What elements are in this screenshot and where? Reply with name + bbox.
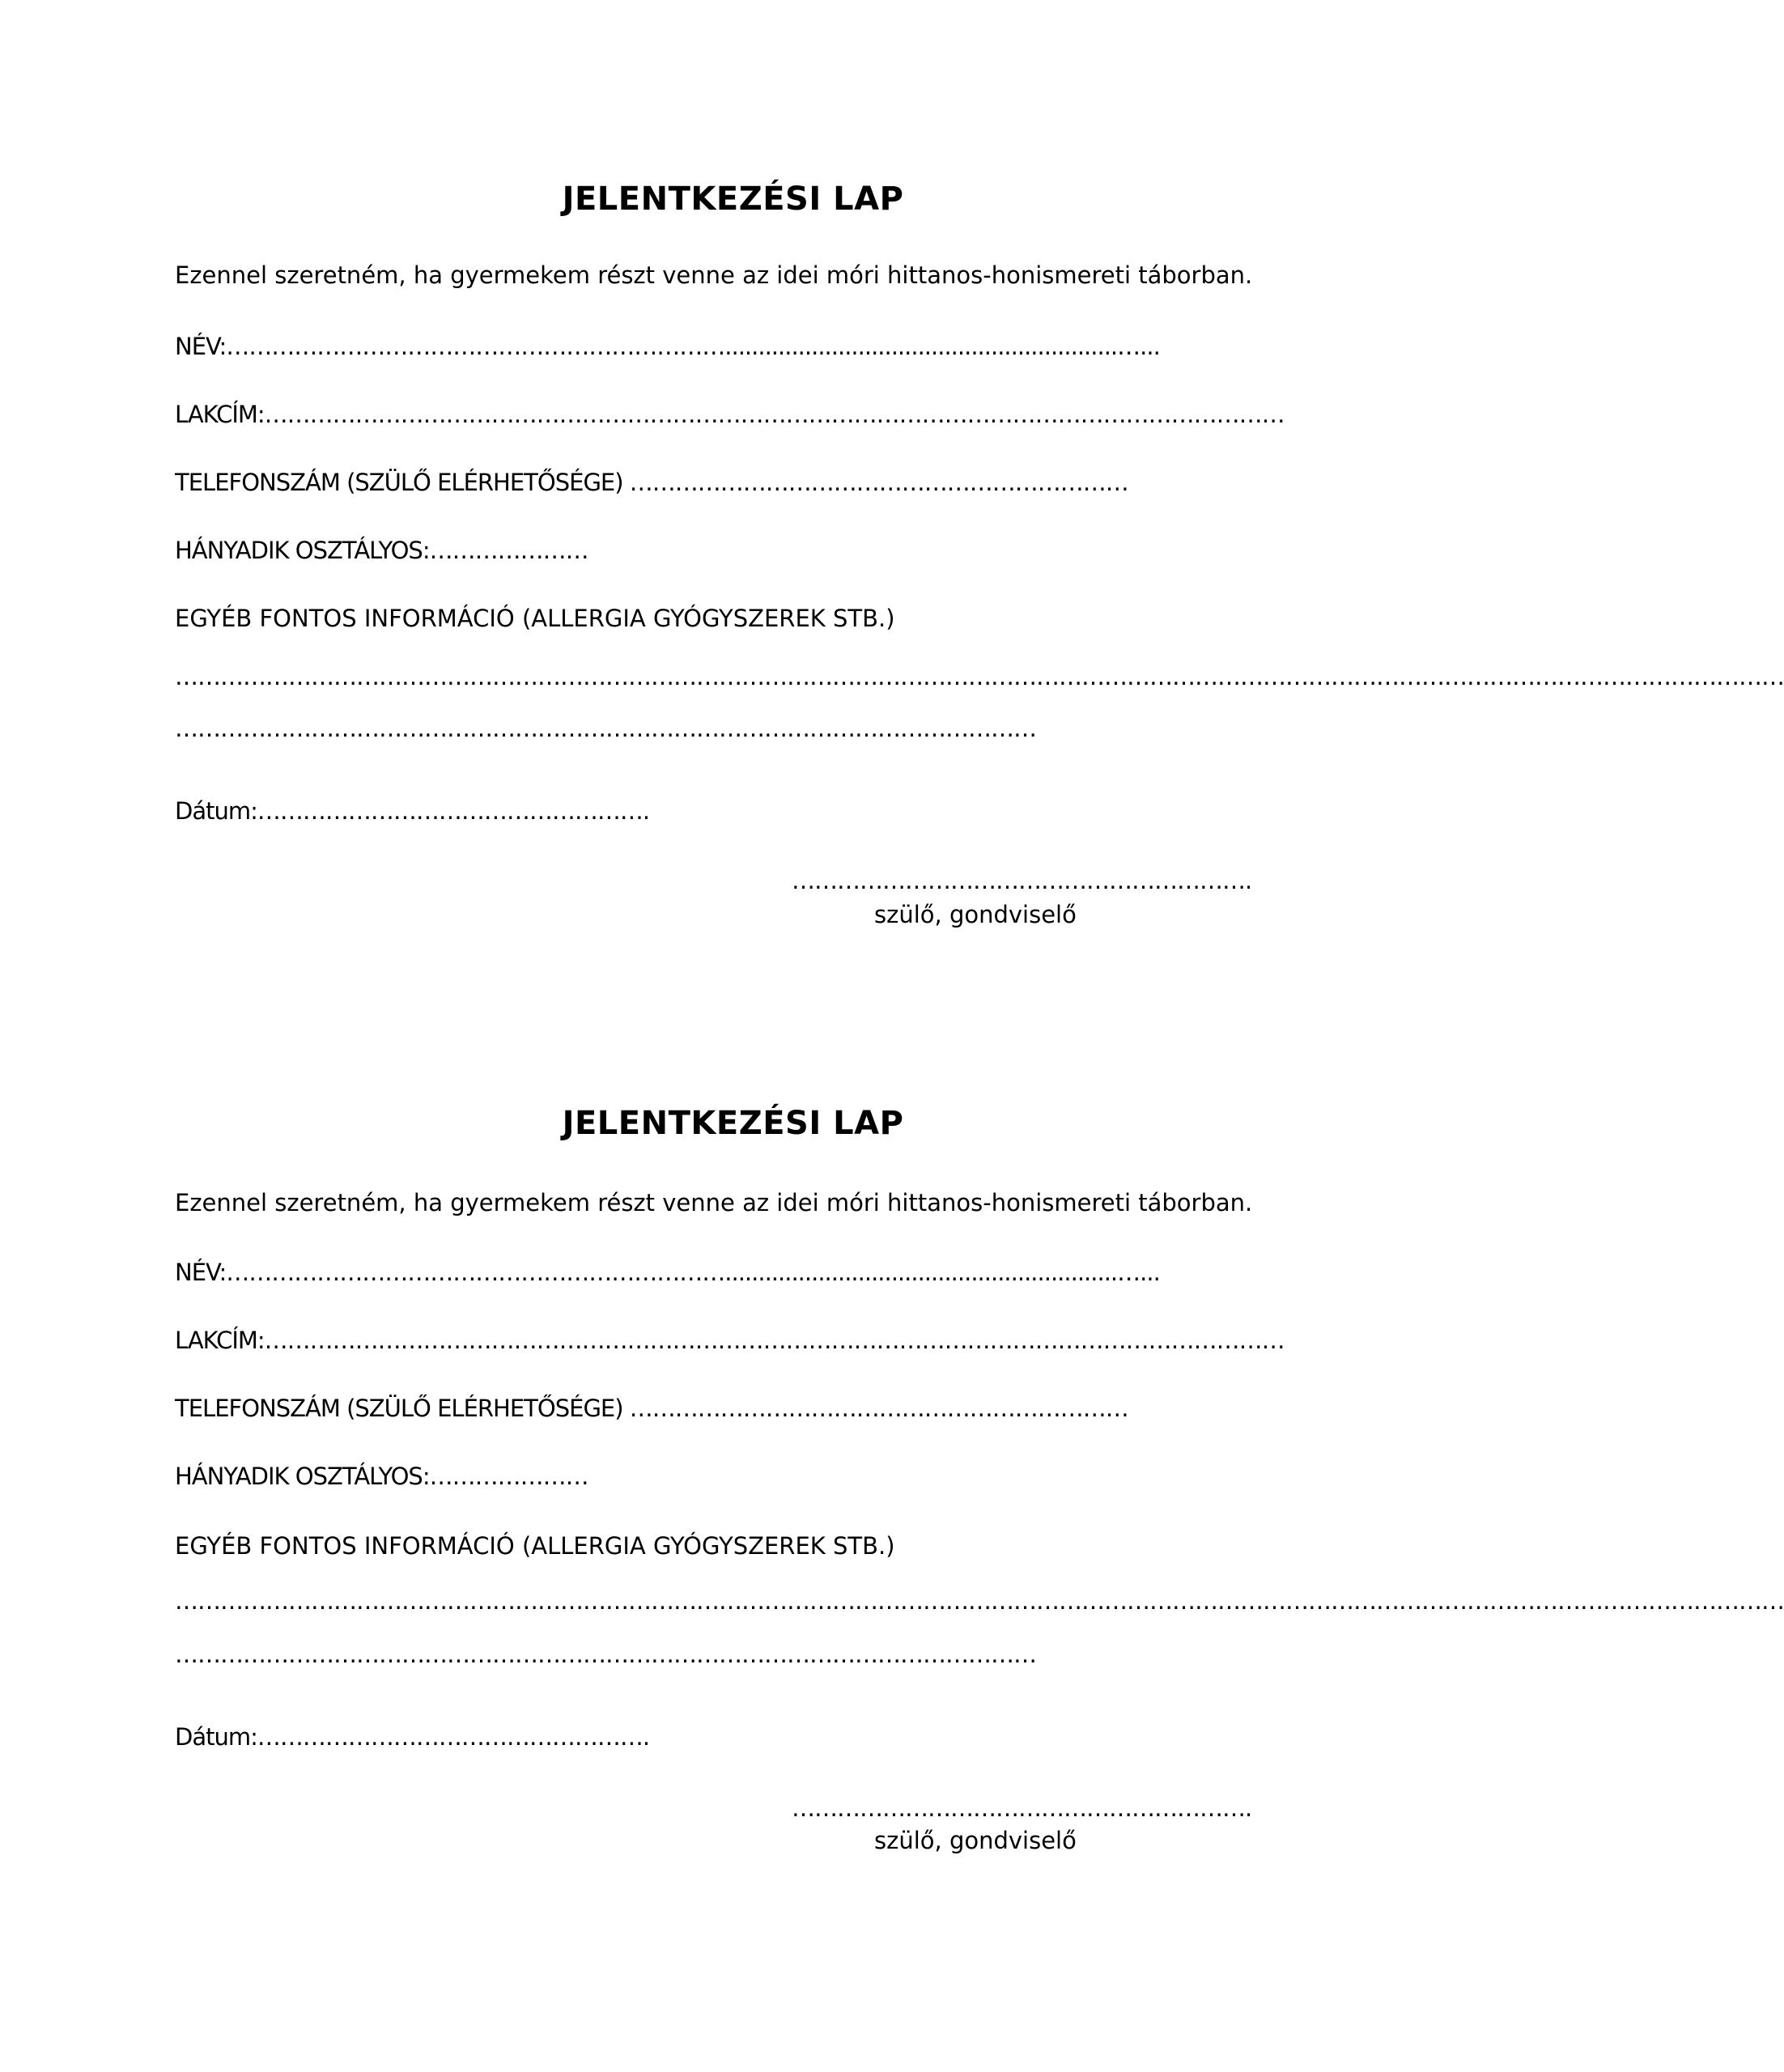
address-field[interactable]: LAKCÍM:……………………………………………………………………………………………………………………… [175, 1327, 1285, 1354]
name-field[interactable]: NÉV:…………………………………………………………...........................................................…... [175, 333, 1160, 360]
other-info-field-1[interactable]: …………………………………………………………………………………………………………………………………………………………………………………………… [175, 663, 1784, 690]
other-info-field-1[interactable]: …………………………………………………………………………………………………………………………………………………………………………………………… [175, 1587, 1784, 1615]
intro-text: Ezennel szeretném, ha gyermekem részt venne az idei móri hittanos-honismereti táborban. [175, 261, 1253, 289]
date-field[interactable]: Dátum:……………………………………………. [175, 1723, 650, 1751]
form-title: JELENTKEZÉSI LAP [562, 180, 904, 218]
grade-field[interactable]: HÁNYADIK OSZTÁLYOS:………………… [175, 537, 588, 564]
signature-label: szülő, gondviselő [874, 1827, 1077, 1854]
name-field[interactable]: NÉV:…………………………………………………………...........................................................…... [175, 1259, 1160, 1286]
application-form-2 [0, 929, 1784, 1860]
intro-text: Ezennel szeretném, ha gyermekem részt venne az idei móri hittanos-honismereti táborban. [175, 1189, 1253, 1216]
grade-field[interactable]: HÁNYADIK OSZTÁLYOS:………………… [175, 1463, 588, 1490]
other-info-label: EGYÉB FONTOS INFORMÁCIÓ (ALLERGIA GYÓGYSZEREK STB.) [175, 605, 895, 632]
signature-field[interactable]: ……………………………………………………. [792, 1794, 1252, 1822]
phone-field[interactable]: TELEFONSZÁM (SZÜLŐ ELÉRHETŐSÉGE) ………………………………………………………… [175, 1395, 1128, 1422]
signature-label: szülő, gondviselő [874, 901, 1077, 928]
signature-field[interactable]: ……………………………………………………. [792, 867, 1252, 894]
form-title: JELENTKEZÉSI LAP [562, 1105, 904, 1142]
other-info-field-2[interactable]: …………………………………………………………………………………………………… [175, 1641, 1036, 1668]
date-field[interactable]: Dátum:……………………………………………. [175, 797, 650, 825]
phone-field[interactable]: TELEFONSZÁM (SZÜLŐ ELÉRHETŐSÉGE) ………………………………………………………… [175, 469, 1128, 496]
address-field[interactable]: LAKCÍM:……………………………………………………………………………………………………………………… [175, 401, 1285, 428]
application-form-1 [0, 0, 1784, 931]
other-info-label: EGYÉB FONTOS INFORMÁCIÓ (ALLERGIA GYÓGYSZEREK STB.) [175, 1532, 895, 1560]
other-info-field-2[interactable]: …………………………………………………………………………………………………… [175, 715, 1036, 742]
